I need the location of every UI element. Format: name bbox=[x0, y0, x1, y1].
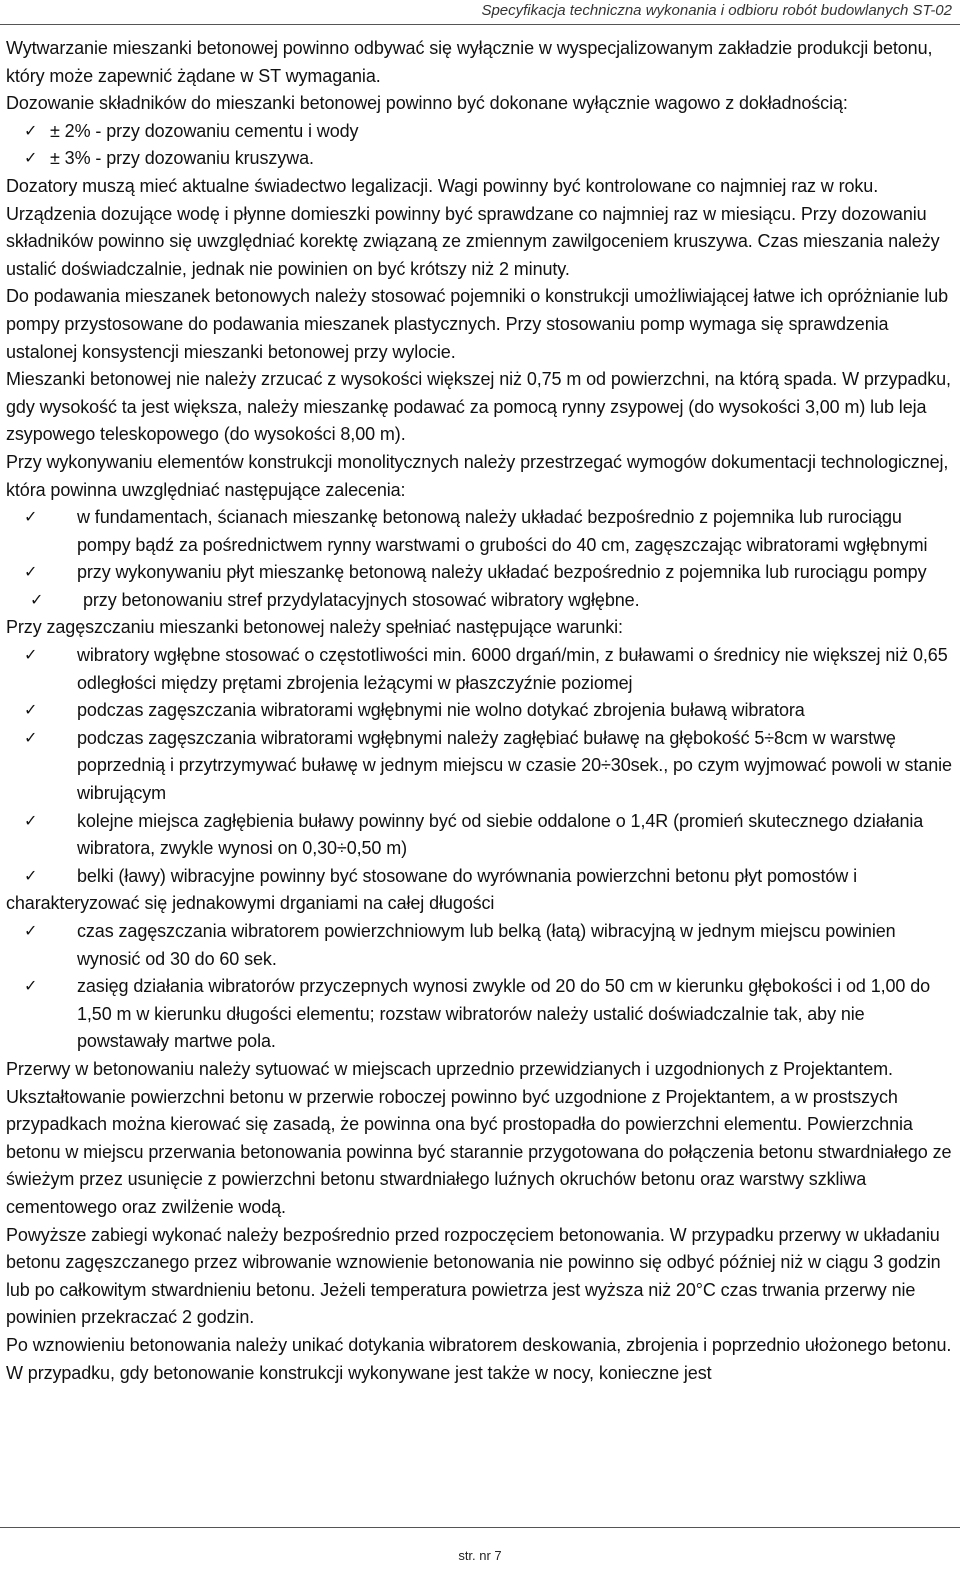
list-item-dosing-aggregate bbox=[6, 145, 954, 173]
list-item-attached-vibrators bbox=[6, 973, 954, 1056]
paragraph-dosing: Dozowanie składników do mieszanki betonowej powinno być dokonane wyłącznie wagowo z dokładnością: bbox=[6, 93, 848, 114]
paragraph-dropping: Mieszanki betonowej nie należy zrzucać z wysokości większej niż 0,75 m od powierzchni, na którą spada. W przypadku, gdy wysokość ta jest większa, należy mieszankę podawać za pomocą rynny zsypowej (do wysokości 3,00 m) lub leja zsypowego teleskopowego (do wysokości 8,00 m). bbox=[6, 369, 951, 445]
list-item-text: podczas zagęszczania wibratorami wgłębnymi należy zagłębiać buławę na głębokość 5÷8cm w warstwę poprzednią i przytrzymywać buławę w jednym miejscu w czasie 20÷30sek., po czym wyjmować powoli w stanie wibrującym bbox=[77, 727, 952, 804]
list-item-no-touch-rebar bbox=[6, 697, 954, 725]
page-number: str. nr 7 bbox=[458, 1548, 502, 1563]
list-item-text: zasięg działania wibratorów przyczepnych wynosi zwykle od 20 do 50 cm w kierunku głębokości i od 1,00 do 1,50 m w kierunku długości elementu; rozstaw wibratorów należy ustalić doświadczalnie tak, aby nie powstawały martwe pola. bbox=[77, 976, 931, 1052]
list-item-text: przy wykonywaniu płyt mieszankę betonową należy układać bezpośrednio z pojemnika lub rurociągu pompy bbox=[77, 562, 927, 583]
paragraph-dosers: Dozatory muszą mieć aktualne świadectwo legalizacji. Wagi powinny być kontrolowane co najmniej raz w roku. Urządzenia dozujące wodę i płynne domieszki powinny być sprawdzane co najmniej raz w miesiącu. Przy dozowaniu składników powinno się uwzględniać korektę związaną ze zmiennym zawilgoceniem kruszywa. Czas mieszania należy ustalić doświadczalnie, jednak nie powinien on być krótszy niż 2 minuty. bbox=[6, 175, 940, 279]
paragraph-compaction: Przy zagęszczaniu mieszanki betonowej należy spełniać następujące warunki: bbox=[6, 617, 623, 638]
list-item-text: ± 2% - przy dozowaniu cementu i wody bbox=[50, 120, 359, 141]
checkmark-icon: ✓ bbox=[24, 978, 38, 996]
checkmark-icon: ✓ bbox=[24, 647, 38, 665]
page-header-title: Specyfikacja techniczna wykonania i odbioru robót budowlanych ST-02 bbox=[481, 2, 952, 19]
list-item-text: belki (ławy) wibracyjne powinny być stosowane do wyrównania powierzchni betonu płyt pomostów i charakteryzować się jednakowymi drganiami na całej długości bbox=[6, 865, 857, 914]
paragraph-production: Wytwarzanie mieszanki betonowej powinno odbywać się wyłącznie w wyspecjalizowanym zakładzie produkcji betonu, który może zapewnić żądane w ST wymagania. bbox=[6, 38, 933, 86]
paragraph-after-resume: Po wznowieniu betonowania należy unikać dotykania wibratorem deskowania, zbrojenia i poprzednio ułożonego betonu. W przypadku, gdy betonowanie konstrukcji wykonywane jest także w nocy, konieczne jest bbox=[6, 1334, 952, 1383]
list-item-text: podczas zagęszczania wibratorami wgłębnymi nie wolno dotykać zbrojenia buławą wibratora bbox=[77, 700, 805, 721]
checkmark-icon: ✓ bbox=[24, 564, 38, 582]
paragraph-resumption: Powyższe zabiegi wykonać należy bezpośrednio przed rozpoczęciem betonowania. W przypadku przerwy w układaniu betonu zagęszczanego przez wibrowanie wznowienie betonowania nie powinno się odbyć później niż w ciągu 3 godzin lub po całkowitym stwardnieniu betonu. Jeżeli temperatura powietrza jest wyższa niż 20°C czas trwania przerwy nie powinien przekraczać 2 godzin. bbox=[6, 1224, 941, 1328]
checkmark-icon: ✓ bbox=[24, 867, 38, 885]
checkmark-icon: ✓ bbox=[24, 509, 38, 527]
list-item-immersion-depth bbox=[6, 725, 954, 808]
list-item-spacing bbox=[6, 808, 954, 863]
paragraph-breaks: Przerwy w betonowaniu należy sytuować w miejscach uprzednio przewidzianych i uzgodnionych z Projektantem. Ukształtowanie powierzchni betonu w przerwie roboczej powinno być uzgodnione z Projektantem, a w prostszych przypadkach można kierować się zasadą, że powinna ona być prostopadła do powierzchni elementu. Powierzchnia betonu w miejscu przerwania betonowania powinna być starannie przygotowana do połączenia betonu stwardniałego ze świeżym przez usunięcie z powierzchni betonu stwardniałego luźnych okruchów betonu oraz warstwy szkliwa cementowego oraz zwilżenie wodą. bbox=[6, 1058, 952, 1217]
list-item-dosing-cement bbox=[6, 118, 954, 146]
checkmark-icon: ✓ bbox=[24, 702, 38, 720]
list-item-text: przy betonowaniu stref przydylatacyjnych stosować wibratory wgłębne. bbox=[83, 589, 640, 610]
list-item-text: kolejne miejsca zagłębienia buławy powinny być od siebie oddalone o 1,4R (promień skutecznego działania wibratora, zwykle wynosi on 0,30÷0,50 m) bbox=[77, 810, 924, 859]
list-item-text: wibratory wgłębne stosować o częstotliwości min. 6000 drgań/min, z buławami o średnicy nie większej niż 0,65 odległości między prętami zbrojenia leżącymi w płaszczyźnie poziomej bbox=[77, 645, 948, 693]
list-item-text: w fundamentach, ścianach mieszankę betonową należy układać bezpośrednio z pojemnika lub rurociągu pompy bądź za pośrednictwem rynny warstwami o grubości do 40 cm, zagęszczając wibratorami wgłębnymi bbox=[77, 507, 928, 555]
checkmark-icon: ✓ bbox=[24, 923, 38, 940]
list-item-dilatation bbox=[6, 587, 954, 615]
list-item-foundations bbox=[6, 504, 954, 559]
header-divider bbox=[0, 24, 960, 25]
footer-divider bbox=[0, 1527, 960, 1528]
list-item-surface-vibrator-time bbox=[6, 918, 954, 973]
checkmark-icon: ✓ bbox=[24, 812, 38, 830]
checkmark-icon: ✓ bbox=[24, 150, 38, 168]
list-item-text: ± 3% - przy dozowaniu kruszywa. bbox=[50, 148, 314, 169]
list-item-vibrator-frequency bbox=[6, 642, 954, 697]
checkmark-icon: ✓ bbox=[24, 729, 38, 747]
checkmark-icon: ✓ bbox=[24, 122, 38, 140]
list-item-slabs bbox=[6, 559, 954, 587]
document-body bbox=[6, 35, 954, 1387]
list-item-vibrating-beams bbox=[6, 863, 954, 918]
checkmark-icon: ✓ bbox=[30, 591, 44, 609]
list-item-text: czas zagęszczania wibratorem powierzchniowym lub belką (łatą) wibracyjną w jednym miejscu powinien wynosić od 30 do 60 sek. bbox=[77, 921, 896, 969]
paragraph-monolithic: Przy wykonywaniu elementów konstrukcji monolitycznych należy przestrzegać wymogów dokumentacji technologicznej, która powinna uwzględniać następujące zalecenia: bbox=[6, 451, 949, 500]
paragraph-delivery: Do podawania mieszanek betonowych należy stosować pojemniki o konstrukcji umożliwiającej łatwe ich opróżnianie lub pompy przystosowane do podawania mieszanek plastycznych. Przy stosowaniu pomp wymaga się sprawdzenia ustalonej konsystencji mieszanki betonowej przy wylocie. bbox=[6, 286, 949, 362]
